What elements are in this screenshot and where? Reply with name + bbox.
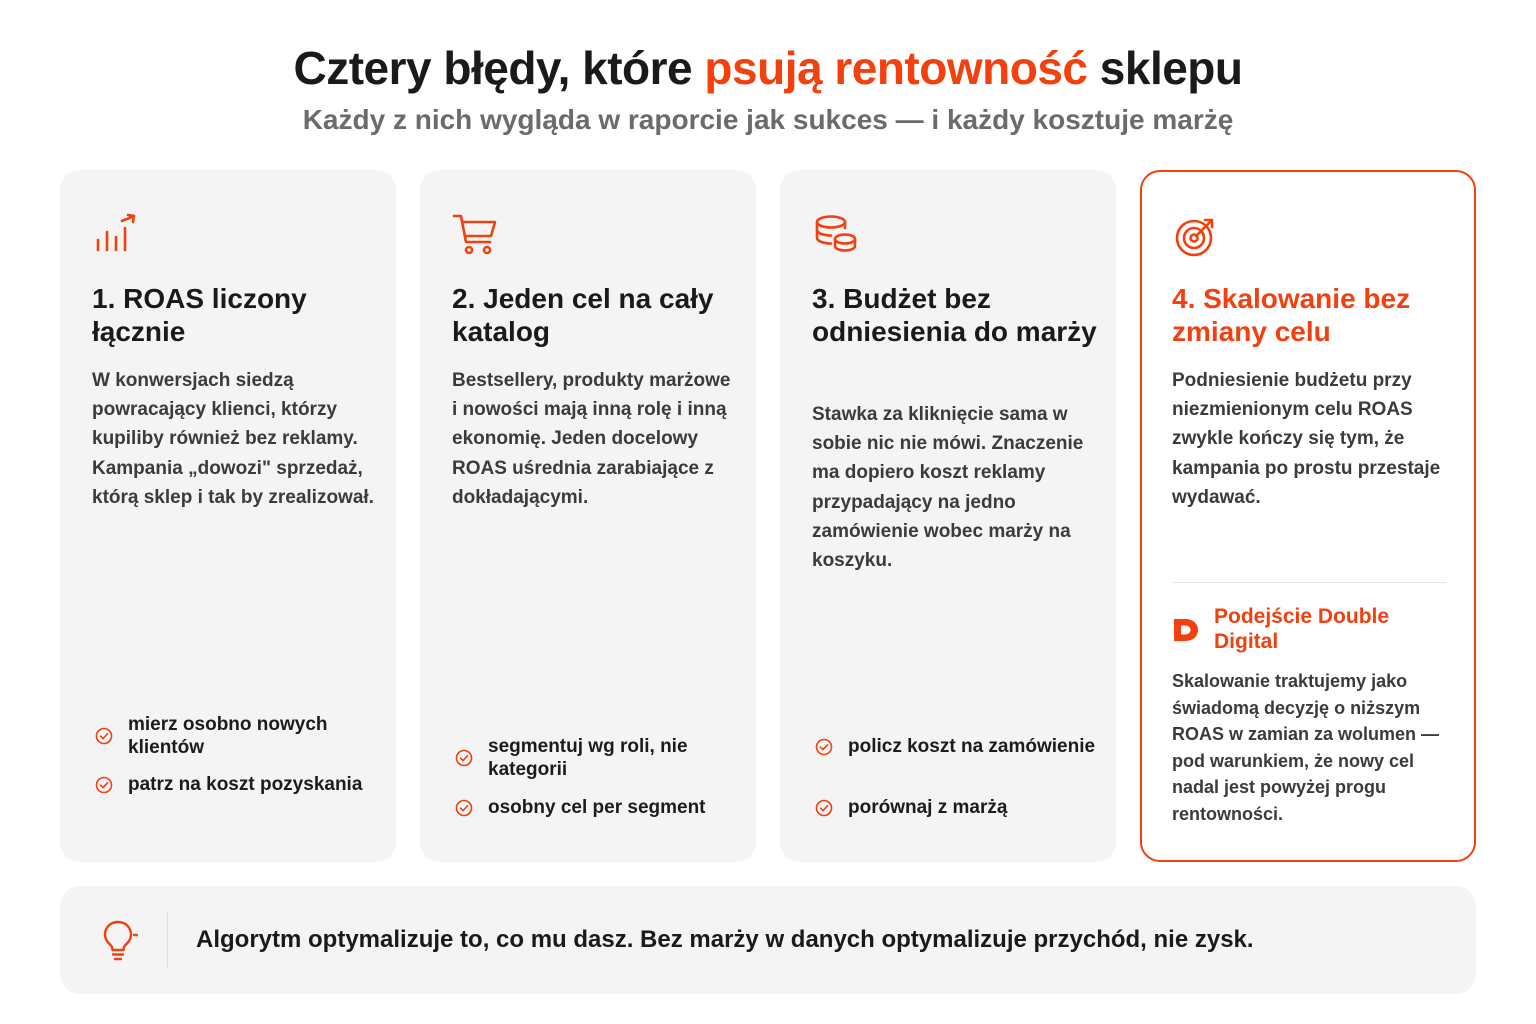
check-circle-icon [94,775,114,795]
mistake-card-2 [420,170,756,862]
mistake-card-4-highlighted [1140,170,1476,862]
target-arrow-icon [1172,212,1220,260]
check-circle-icon [814,798,834,818]
approach-title: Podejście Double Digital [1214,605,1390,653]
coins-stack-icon [812,212,860,260]
insight-text: Algorytm optymalizuje to, co mu dasz. Bez marży w danych optymalizuje przychód, nie zysk. [196,926,1254,953]
check-circle-icon [814,737,834,757]
insight-banner [60,886,1476,994]
card-title: 3. Budżet bez odniesienia do marży [812,283,1097,347]
checklist-item: segmentuj wg roli, nie kategorii [452,735,742,781]
check-circle-icon [454,748,474,768]
double-digital-logo-icon [1172,616,1200,644]
checklist-item: porównaj z marżą [812,796,1102,819]
card-body: Podniesienie budżetu przy niezmienionym celu ROAS zwykle kończy się tym, że kampania po prostu przestaje wydawać. [1172,370,1441,508]
approach-text: Skalowanie traktujemy jako świadomą decyzję o niższym ROAS w zamian za wolumen — pod warunkiem, że nowy cel nadal jest powyżej progu rentowności. [1172,671,1440,824]
title-accent: psują rentowność [704,42,1088,94]
card-title: 2. Jeden cel na cały katalog [452,283,714,347]
checklist-item: patrz na koszt pozyskania [92,773,382,796]
card-title: 1. ROAS liczony łącznie [92,283,307,347]
check-circle-icon [94,726,114,746]
chart-bars-arrow-icon [92,212,140,260]
header [0,40,1536,138]
page-title: Cztery błędy, które psują rentowność sklepu [293,42,1243,94]
separator [167,912,168,968]
checklist-item: policz koszt na zamówienie [812,735,1102,758]
mistake-card-3 [780,170,1116,862]
card-body: Bestsellery, produkty marżowe i nowości mają inną rolę i inną ekonomię. Jeden docelowy ROAS uśrednia zarabiające z dokładającymi. [452,370,731,508]
checklist-item: mierz osobno nowych klientów [92,713,382,759]
page-subtitle: Każdy z nich wygląda w raporcie jak sukces — i każdy kosztuje marżę [302,104,1234,135]
checklist-item: osobny cel per segment [452,796,742,819]
check-circle-icon [454,798,474,818]
card-body: Stawka za kliknięcie sama w sobie nic nie mówi. Znaczenie ma dopiero koszt reklamy przypadający na jedno zamówienie wobec marży na koszyku. [812,404,1084,572]
shopping-cart-icon [452,212,500,260]
lightbulb-icon [98,916,138,964]
mistake-card-1 [60,170,396,862]
card-body: W konwersjach siedzą powracający klienci, którzy kupiliby również bez reklamy. Kampania „dowozi" sprzedaż, którą sklep i tak by zrealizował. [92,370,374,508]
card-title: 4. Skalowanie bez zmiany celu [1172,283,1411,347]
divider [1172,582,1446,583]
